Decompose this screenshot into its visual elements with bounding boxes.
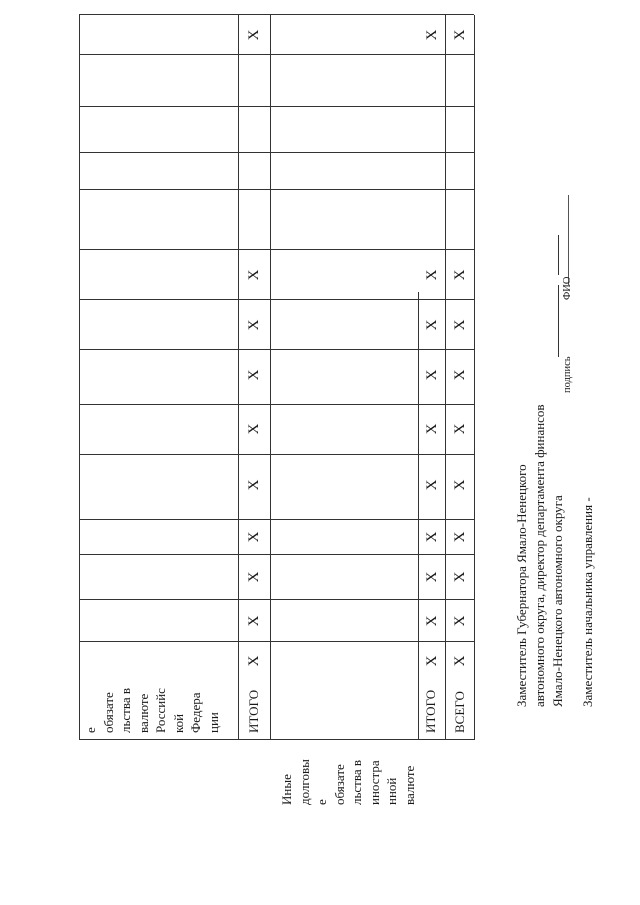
vsego-mark: X bbox=[452, 319, 468, 331]
block2-line: Иные bbox=[279, 774, 294, 805]
table-line-2 bbox=[270, 15, 271, 740]
itogo1-mark: X bbox=[246, 269, 262, 281]
signature-line-4: Заместитель начальника управления - bbox=[580, 497, 595, 707]
itogo1-mark: X bbox=[246, 571, 262, 583]
itogo1-mark: X bbox=[246, 479, 262, 491]
vsego-last-mark: X bbox=[452, 29, 468, 41]
block2-line: нной bbox=[384, 777, 399, 805]
block2-line: льства в bbox=[349, 760, 364, 805]
itogo2-mark: X bbox=[424, 571, 440, 583]
vsego-label: ВСЕГО bbox=[452, 691, 467, 733]
col-line-f bbox=[79, 404, 474, 405]
col-line-h bbox=[79, 299, 474, 300]
block2-line: валюте bbox=[401, 765, 417, 805]
col-line-e bbox=[79, 454, 474, 455]
block1-line: обязате bbox=[100, 692, 116, 733]
col-line-k bbox=[79, 152, 474, 153]
table-border-bottom bbox=[474, 15, 475, 740]
itogo2-mark: X bbox=[424, 655, 440, 667]
table-border-right bbox=[79, 14, 474, 15]
block1-line: кой bbox=[170, 713, 186, 733]
itogo2-mark: X bbox=[424, 269, 440, 281]
block1-line: Федера bbox=[188, 692, 203, 733]
col-line-d bbox=[79, 519, 474, 520]
itogo1-mark: X bbox=[246, 531, 262, 543]
block2-line: е bbox=[314, 799, 329, 805]
signature-line-3: Ямало-Ненецкого автономного округа bbox=[550, 495, 565, 707]
itogo2-last-mark: X bbox=[424, 29, 440, 41]
sign-caption: подпись bbox=[562, 356, 573, 393]
signature-line-2: автономного округа, директор департамента финансов bbox=[532, 404, 547, 707]
itogo1-mark: X bbox=[246, 369, 262, 381]
name-underline bbox=[558, 235, 559, 275]
col-line-g bbox=[79, 349, 474, 350]
block1-line: валюте bbox=[135, 693, 151, 733]
itogo1-mark: X bbox=[246, 615, 262, 627]
table-line-4 bbox=[445, 15, 446, 740]
vsego-mark: X bbox=[452, 571, 468, 583]
vsego-mark: X bbox=[452, 479, 468, 491]
itogo1-last-mark: X bbox=[246, 29, 262, 41]
itogo2-mark: X bbox=[424, 615, 440, 627]
col-line-b bbox=[79, 599, 474, 600]
name-caption: ФИО bbox=[562, 276, 573, 300]
block1-line: льства в bbox=[118, 688, 133, 733]
itogo1-label: ИТОГО bbox=[246, 689, 261, 733]
table-line-3 bbox=[418, 292, 419, 740]
col-line-a bbox=[79, 641, 474, 642]
block1-label bbox=[82, 688, 222, 733]
vsego-mark: X bbox=[452, 615, 468, 627]
block2-line: обязате bbox=[331, 764, 347, 805]
block1-line: ции bbox=[205, 712, 221, 733]
itogo2-mark: X bbox=[424, 319, 440, 331]
col-line-m bbox=[79, 54, 474, 55]
block2-label bbox=[278, 759, 418, 805]
vsego-mark: X bbox=[452, 531, 468, 543]
sign-underline bbox=[558, 285, 559, 357]
block1-line: е bbox=[83, 727, 98, 733]
table-border-left bbox=[79, 739, 474, 740]
col-line-i bbox=[79, 249, 474, 250]
col-line-j bbox=[79, 189, 474, 190]
itogo1-mark: X bbox=[246, 423, 262, 435]
block2-line: иностра bbox=[366, 760, 382, 805]
itogo2-mark: X bbox=[424, 423, 440, 435]
vsego-mark: X bbox=[452, 269, 468, 281]
table-border-top bbox=[79, 15, 80, 740]
itogo2-mark: X bbox=[424, 479, 440, 491]
vsego-mark: X bbox=[452, 369, 468, 381]
table-line-1 bbox=[238, 15, 239, 740]
itogo2-label: ИТОГО bbox=[423, 689, 438, 733]
vsego-mark: X bbox=[452, 423, 468, 435]
block1-line: Российс bbox=[153, 688, 168, 733]
vsego-mark: X bbox=[452, 655, 468, 667]
col-line-c bbox=[79, 554, 474, 555]
itogo1-mark: X bbox=[246, 655, 262, 667]
itogo2-mark: X bbox=[424, 369, 440, 381]
itogo1-mark: X bbox=[246, 319, 262, 331]
block2-line: долговы bbox=[296, 759, 312, 805]
name-underline-2 bbox=[568, 195, 569, 285]
signature-line-1: Заместитель Губернатора Ямало-Ненецкого bbox=[514, 464, 529, 707]
col-line-l bbox=[79, 106, 474, 107]
itogo2-mark: X bbox=[424, 531, 440, 543]
